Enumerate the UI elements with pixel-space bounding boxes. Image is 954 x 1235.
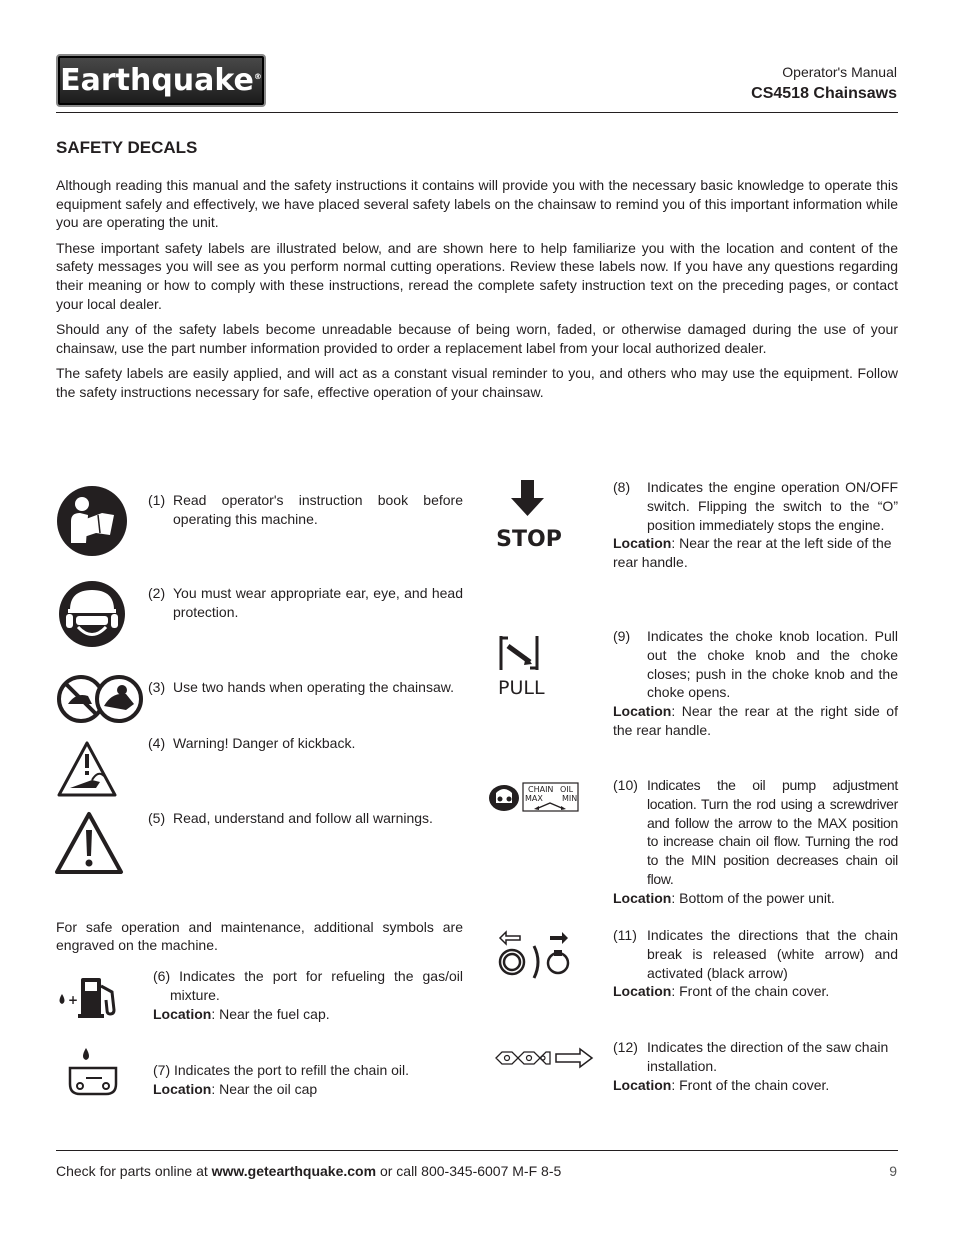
location-text: : Bottom of the power unit. bbox=[671, 889, 835, 906]
item-number: (5) bbox=[148, 810, 166, 826]
item-text: Indicates the engine operation ON/OFF switch. Flipping the switch to the “O” position immediately stops the engine. bbox=[647, 479, 898, 533]
plus-glyph: + bbox=[68, 993, 79, 1007]
chain-oil-port-icon bbox=[66, 1046, 120, 1100]
location-text: : Near the rear at the right side of the rear handle. bbox=[613, 703, 898, 738]
engraved-note bbox=[56, 919, 463, 954]
logo-registered-mark: ® bbox=[253, 72, 262, 81]
engraved-item-7 bbox=[153, 1061, 463, 1099]
location-text: : Near the fuel cap. bbox=[211, 1005, 330, 1022]
decal-item-10 bbox=[613, 776, 898, 908]
item-text: Indicates the oil pump adjustment location. Turn the rod using a screwdriver and follow the arrow to the MAX position to increase chain oil flow. Turning the rod to the MIN position decreases chain oil flow. bbox=[647, 777, 898, 887]
item-text: Indicates the direction of the saw chain installation. bbox=[647, 1039, 889, 1074]
stop-switch-icon bbox=[496, 478, 562, 550]
location-label: Location bbox=[613, 535, 672, 552]
item-text: (7) Indicates the port to refill the chain oil. bbox=[153, 1062, 410, 1078]
decal-item-9 bbox=[613, 627, 898, 740]
choke-pull-icon bbox=[496, 632, 552, 700]
location-label: Location bbox=[613, 889, 672, 906]
header-manual-label: Operator's Manual bbox=[782, 64, 897, 80]
location-text: : Front of the chain cover. bbox=[671, 1076, 830, 1093]
item-number: (9) bbox=[613, 628, 631, 644]
item-text: Read, understand and follow all warnings. bbox=[173, 810, 433, 826]
footer-rule bbox=[56, 1150, 898, 1151]
item-number: (8) bbox=[613, 479, 631, 495]
decal-item-1 bbox=[148, 491, 463, 529]
intro-paragraph: Should any of the safety labels become unreadable because of being worn, faded, or otherwise damaged during the use of your chainsaw, use the part number information provided to order a replacement label from your local authorized dealer. bbox=[56, 321, 898, 356]
decal-item-4 bbox=[148, 734, 463, 753]
stop-label: STOP bbox=[496, 527, 562, 550]
item-number: (3) bbox=[148, 679, 166, 695]
footer-suffix: or call 800-345-6007 M-F 8-5 bbox=[376, 1163, 562, 1179]
location-label: Location bbox=[613, 1076, 672, 1093]
item-text: (6) Indicates the port for refueling the gas/oil mixture. bbox=[153, 968, 463, 1003]
header-model: CS4518 Chainsaws bbox=[751, 85, 897, 102]
chain-brake-icon bbox=[496, 928, 574, 980]
item-number: (4) bbox=[148, 735, 166, 751]
item-number: (11) bbox=[613, 927, 637, 943]
location-text: : Front of the chain cover. bbox=[671, 983, 830, 1000]
item-number: (12) bbox=[613, 1039, 638, 1055]
header-rule bbox=[56, 112, 898, 113]
oil-label: OIL bbox=[560, 785, 574, 794]
warning-triangle-icon bbox=[54, 810, 124, 876]
decal-item-2 bbox=[148, 584, 463, 622]
item-number: (10) bbox=[613, 777, 638, 793]
max-label: MAX bbox=[525, 794, 543, 803]
location-text: : Near the rear at the left side of the rear handle. bbox=[613, 535, 892, 571]
intro-paragraph: These important safety labels are illustrated below, and are shown here to help familiarize you with the location and content of the safety messages you will see as you perform normal cutting operations. Review these labels now. If you have any questions regarding their meaning or how to comply with these instructions, reread the complete safety instruction text on the preceding pages, or contact your local dealer. bbox=[56, 239, 898, 312]
location-label: Location bbox=[153, 1080, 212, 1097]
engraved-note-text: For safe operation and maintenance, additional symbols are engraved on the machine. bbox=[56, 919, 463, 953]
item-text: You must wear appropriate ear, eye, and head protection. bbox=[173, 585, 463, 620]
min-label: MIN bbox=[562, 794, 578, 803]
item-text: Use two hands when operating the chainsaw. bbox=[173, 679, 454, 695]
page-number: 9 bbox=[889, 1163, 897, 1179]
item-text: Indicates the directions that the chain break is released (white arrow) and activated (black arrow) bbox=[647, 927, 898, 981]
item-text: Warning! Danger of kickback. bbox=[173, 735, 356, 751]
decal-item-8 bbox=[613, 478, 898, 572]
decal-item-5 bbox=[148, 809, 463, 828]
read-manual-icon bbox=[56, 485, 128, 557]
footer-prefix: Check for parts online at bbox=[56, 1163, 212, 1179]
item-text: Read operator's instruction book before operating this machine. bbox=[173, 492, 463, 527]
intro-text bbox=[56, 176, 898, 409]
pull-label: PULL bbox=[498, 677, 545, 699]
intro-paragraph: The safety labels are easily applied, and will act as a constant visual reminder to you, and others who may use the equipment. Follow the safety instructions necessary for safe, effective operation of your chainsaw. bbox=[56, 365, 898, 400]
logo-text: Earthquake bbox=[60, 63, 254, 98]
chain-label: CHAIN bbox=[528, 785, 554, 794]
item-number: (1) bbox=[148, 492, 166, 508]
decal-item-11 bbox=[613, 926, 898, 1001]
earthquake-logo bbox=[56, 54, 266, 107]
engraved-item-6 bbox=[153, 967, 463, 1023]
intro-paragraph: Although reading this manual and the safety instructions it contains will provide you with the necessary basic knowledge to operate this equipment safely and effectively, we have placed several safety labels on the chainsaw to remind you of this important information while you are operating the unit. bbox=[56, 177, 898, 231]
location-label: Location bbox=[613, 983, 672, 1000]
location-text: : Near the oil cap bbox=[211, 1080, 318, 1097]
chain-direction-icon bbox=[492, 1044, 594, 1074]
kickback-warning-icon bbox=[56, 740, 118, 798]
section-title: SAFETY DECALS bbox=[56, 138, 198, 157]
decal-item-3 bbox=[148, 678, 468, 697]
decal-item-12 bbox=[613, 1038, 898, 1094]
two-hands-icon bbox=[56, 674, 144, 724]
oil-pump-adjust-icon bbox=[488, 781, 580, 813]
location-label: Location bbox=[613, 703, 672, 720]
fuel-port-icon bbox=[56, 972, 122, 1020]
location-label: Location bbox=[153, 1005, 212, 1022]
item-text: Indicates the choke knob location. Pull out the choke knob and the choke closes; push in the choke knob and the choke opens. bbox=[647, 628, 898, 701]
head-protection-icon bbox=[58, 580, 126, 648]
footer-text bbox=[56, 1163, 561, 1179]
footer-url-link[interactable]: www.getearthquake.com bbox=[211, 1163, 377, 1179]
item-number: (2) bbox=[148, 585, 166, 601]
